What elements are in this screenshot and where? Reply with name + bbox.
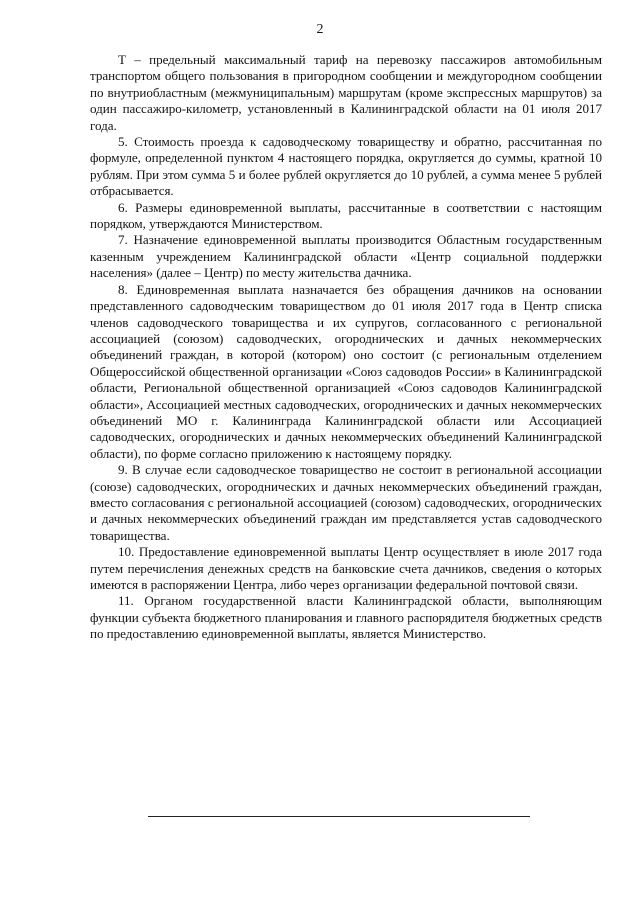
paragraph-10: 10. Предоставление единовременной выплаты Центр осуществляет в июле 2017 года путем перечисления денежных средств на банковские счета дачников, сведения о которых имеются в распоряжении Центра, либо через организации федеральной почтовой связи. [90, 544, 602, 592]
paragraph-6: 6. Размеры единовременной выплаты, рассчитанные в соответствии с настоящим порядком, утверждаются Министерством. [90, 199, 602, 232]
paragraph-5: 5. Стоимость проезда к садоводческому товариществу и обратно, рассчитанная по формуле, определенной пунктом 4 настоящего порядка, округляется до суммы, кратной 10 рублям. При этом сумма 5 и более рублей округляется до 10 рублей, а сумма менее 5 рублей отбрасывается. [90, 134, 602, 199]
paragraph-tariff-definition: Т – предельный максимальный тариф на перевозку пассажиров автомобильным транспортом общего пользования в пригородном сообщении и междугородном сообщении по внутриобластным (межмуниципальным) маршрутам (кроме экспрессных маршрутов) за один пассажиро-километр, установленный в Калининградской области на 01 июля 2017 года. [90, 52, 602, 133]
end-of-document-rule [148, 816, 530, 817]
page-number: 2 [316, 22, 324, 37]
paragraph-11: 11. Органом государственной власти Калининградской области, выполняющим функции субъекта бюджетного планирования и главного распорядителя бюджетных средств по предоставлению единовременной выплаты, является Министерство. [90, 593, 602, 642]
paragraph-7: 7. Назначение единовременной выплаты производится Областным государственным казенным учреждением Калининградской области «Центр социальной поддержки населения» (далее – Центр) по месту жительства дачника. [90, 232, 602, 281]
paragraph-9: 9. В случае если садоводческое товарищество не состоит в региональной ассоциации (союзе) садоводческих, огороднических и дачных некоммерческих объединений граждан, вместо согласования с региональной ассоциацией (союзом) садоводческих, огороднических и дачных некоммерческих объединений граждан им представляется устав садоводческого товарищества. [90, 462, 602, 543]
paragraph-8: 8. Единовременная выплата назначается без обращения дачников на основании представленного садоводческим товариществом до 01 июля 2017 года в Центр списка членов садоводческого товарищества и их супругов, согласованного с региональной ассоциацией (союзом) садоводческих, огороднических и дачных некоммерческих объединений граждан, в которой (котором) оно состоит (с региональным отделением Общероссийской общественной организации «Союз садоводов России» в Калининградской области, Региональной общественной организацией «Союз садоводов Калининградской области», Ассоциацией местных садоводческих, огороднических и дачных некоммерческих объединений МО г. Калининграда Калининградской области или Ассоциацией садоводческих, огороднических и дачных некоммерческих объединений Калининградской области), по форме согласно приложению к настоящему порядку. [90, 281, 602, 461]
document-body [90, 52, 602, 643]
